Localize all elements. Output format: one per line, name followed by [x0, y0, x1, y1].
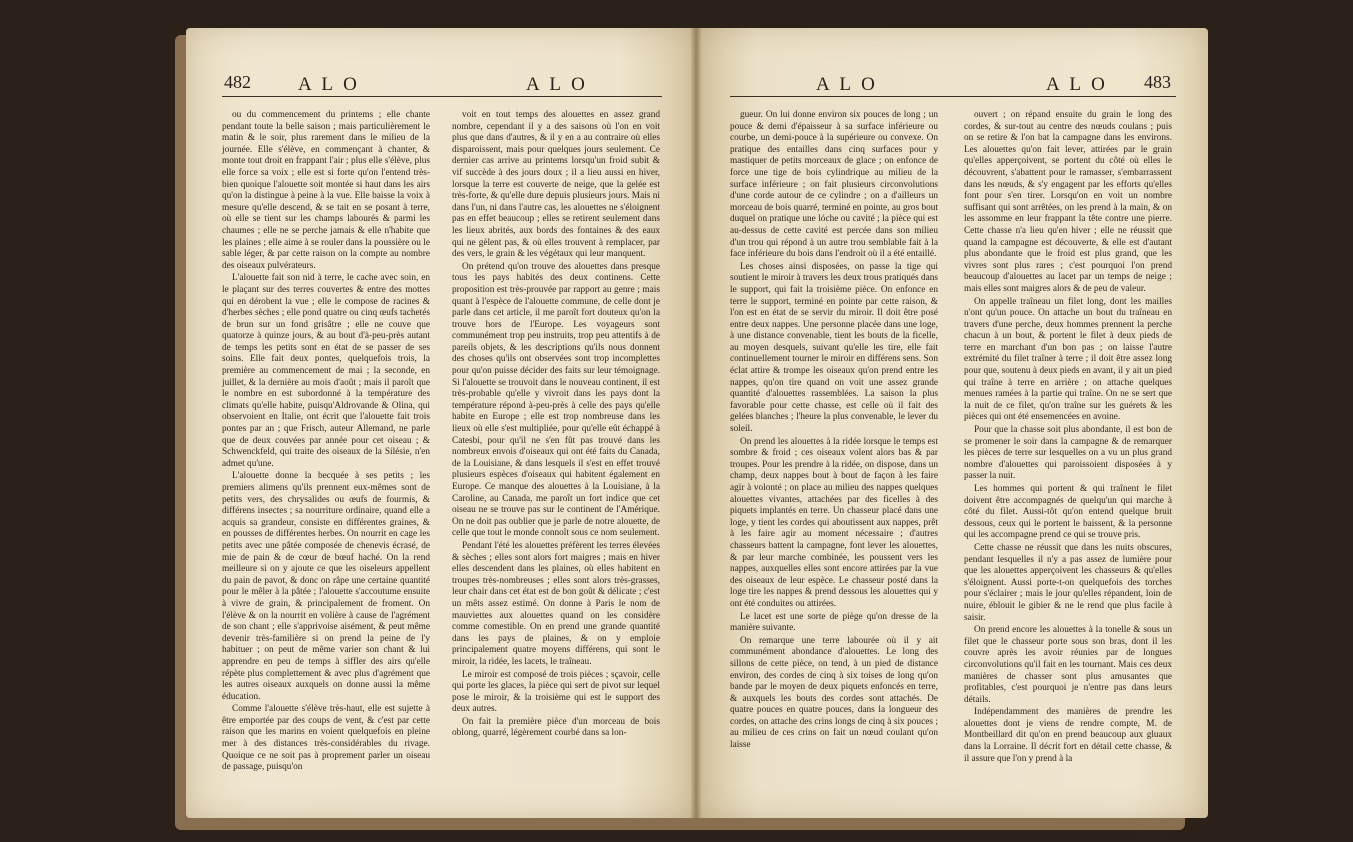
paragraph: On prend encore les alouettes à la tonelle & sous un filet que le chasseur porte sous son bras, dont il les couvre après les avoir réunies par de longues circonvolutions qu'il fait en les tournant. Mais ces deux manières de chasser sont plus amusantes que profitables, c'est pourquoi je n'entre pas dans leurs détails. [964, 625, 1172, 705]
right-running-head-left: A L O [816, 74, 878, 95]
paragraph: L'alouette donne la becquée à ses petits ; les premiers alimens qu'ils prennent eux-mêmes sont de petits vers, des chrysalides ou œufs de fourmis, & différens insectes ; sa nourriture ordinaire, quand elle a acquis sa grandeur, consiste en différentes graines, & en pousses de différentes herbes. On nourrit en cage les petits avec une pâtée composée de chenevis écrasé, de mie de pain & de cœur de bœuf haché. On la rend meilleure si on y ajoute ce que les oiseleurs appellent du pain de pavot, & donc on râpe une certaine quantité pour le mêler à la pâtée ; l'alouette s'accoutume ensuite à vivre de grain, & principalement de froment. On l'élève & on la nourrit en volière à cause de l'agrément de son chant ; elle s'apprivoise aisément, & peut même devenir très-familière si on prend la peine de l'y habituer ; on peut de même varier son chant & lui apprendre en peu de temps à siffler des airs qu'elle répète plus complettement & avec plus d'agrément que les autres oiseaux auxquels on donne aussi la même éducation. [222, 471, 430, 702]
paragraph: ou du commencement du printems ; elle chante pendant toute la belle saison ; mais particulièrement le matin & le soir, plus rarement dans le milieu de la journée. Elle s'élève, en commençant à chanter, & monte tout droit en frappant l'air ; plus elle s'élève, plus elle force sa voix ; elle est si forte qu'on l'entend très-bien quoique l'alouette soit montée si haut dans les airs qu'on la distingue à peine à la vue. Elle baisse la voix à mesure qu'elle descend, & se tait en se posant à terre, où elle se tient sur les champs labourés & parmi les chaumes ; elle ne se perche jamais & elle n'habite que les plaines ; elle aime à se rouler dans la poussière ou le sable léger, & par cette raison on la compte au nombre des oiseaux pulvérateurs. [222, 110, 430, 271]
right-page [696, 28, 1208, 840]
paragraph: On remarque une terre labourée où il y ait communément abondance d'alouettes. Le long des sillons de cette pièce, on tend, à un pied de distance environ, des cordes de cinq à six toises de long qu'on bande par le moyen de deux piquets enfoncés en terre, & auxquels les bouts des cordes sont attachés. De quatre pouces en quatre pouces, dans la longueur des cordes, on attache des crins longs de cinq à six pouces ; au milieu de ces crins on fait un nœud coulant qu'on laisse [730, 635, 938, 751]
paragraph: Pendant l'été les alouettes préfèrent les terres élevées & sèches ; elles sont alors fort maigres ; mais en hiver elles descendent dans les plaines, où elles habitent en troupes très-nombreuses ; elles sont alors très-grasses, leur chair dans cet état est de bon goût & délicate ; c'est un mêts assez estimé. On donne à Paris le nom de mauviettes aux alouettes quand on les considère comme comestible. On en prend une grande quantité dans les pays de plaines, & on y emploie principalement quatre moyens différens, qui sont le miroir, la ridée, les lacets, le traîneau. [452, 540, 660, 667]
paragraph: Les hommes qui portent & qui traînent le filet doivent être accompagnés de quelqu'un qui marche à côté du filet. Aussi-tôt qu'on entend quelque bruit dessous, ceux qui le portent le baissent, & la personne qui les accompagne prend ce qui se trouve pris. [964, 484, 1172, 541]
paragraph: Pour que la chasse soit plus abondante, il est bon de se promener le soir dans la campagne & de remarquer les pièces de terre sur lesquelles on a vu un plus grand nombre d'alouettes qui paroissoient disposées à y passer la nuit. [964, 425, 1172, 482]
signature-mark: P p p ij [1136, 828, 1168, 840]
paragraph: Le miroir est composé de trois pièces ; sçavoir, celle qui porte les glaces, la pièce qui sert de pivot sur lequel pose le miroir, & la troisième qui est le support des deux autres. [452, 669, 660, 715]
paragraph: Le lacet est une sorte de piège qu'on dresse de la manière suivante. [730, 611, 938, 634]
paragraph: Les choses ainsi disposées, on passe la tige qui soutient le miroir à travers les deux trous pratiqués dans le support, qui fait la troisième pièce. On enfonce en terre le support, terminé en pointe par cette raison, & l'on est en état de se servir du miroir. Il doit être posé entre deux nappes. Une personne placée dans une loge, à une distance convenable, tient les bouts de la ficelle, au moyen desquels, suivant qu'elle les tire, elle fait continuellement tourner le miroir en différens sens. Son éclat attire & trompe les oiseaux qu'on prend entre les nappes, qu'on tire quand on voit une assez grande quantité d'alouettes rassemblées. La saison la plus favorable pour cette chasse, est celle où il fait des gelées blanches ; l'heure la plus convenable, le lever du soleil. [730, 261, 938, 435]
paragraph: Comme l'alouette s'élève très-haut, elle est sujette à être emportée par des coups de vent, & c'est par cette raison que les marins en voient quelquefois en pleine mer à des distances très-considérables du rivage. Quoique ce ne soit pas à proprement parler un oiseau de passage, puisqu'on [222, 704, 430, 773]
paragraph: L'alouette fait son nid à terre, le cache avec soin, en le plaçant sur des terres couvertes & entre des mottes qui en dérobent la vue ; elle le compose de racines & d'herbes sèches ; elle pond quatre ou cinq œufs tachetés de brun sur un fond grisâtre ; elle ne couve que quatorze à quinze jours, & au bout d'à-peu-près autant de temps les petits sont en état de se passer de ses soins. Elle fait deux pontes, quelquefois trois, la première au commencement de mai ; la seconde, en juillet, & la dernière au mois d'août ; mais il paroît que le nombre en est subordonné à la température des climats qu'elle habite, puisqu'Aldrovande & Olina, qui observoient en Italie, ont écrit que l'alouette fait trois pontes par an ; que Frisch, auteur Allemand, ne parle que de deux couvées par année pour cet oiseau ; & Schwenckfeld, qui traite des oiseaux de la Silésie, n'en admet qu'une. [222, 273, 430, 469]
paragraph: gueur. On lui donne environ six pouces de long ; un pouce & demi d'épaisseur à sa surface inférieure ou courbe, un demi-pouce à la supérieure ou convexe. On pratique des entailles dans cinq surfaces pour y mastiquer de petits morceaux de glace ; on enfonce de force une tige de bois cylindrique au milieu de la surface inférieure ; on fait plusieurs circonvolutions d'une corde autour de ce cylindre ; on a d'ailleurs un morceau de bois quarré, terminé en pointe, au gros bout duquel on pratique une lóche ou cavité ; la pièce qui est au-dessus de cette cavité est percée dans son milieu d'un trou qui répond à un autre trou semblable fait à la face inférieure du bois dans l'endroit où il a été entaillé. [730, 110, 938, 260]
right-head-rule [730, 96, 1176, 97]
paragraph: On appelle traîneau un filet long, dont les mailles n'ont qu'un pouce. On attache un bout du traîneau en travers d'une perche, deux hommes prennent la perche chacun à un bout, & portent le filet à deux pieds de terre en marchant d'un bon pas ; on laisse l'autre extrémité du filet traîner à terre ; il doit être assez long pour que, soutenu à deux pieds en avant, il y ait un pied qui traîne à terre en arrière ; on attache quelques menues ramées à la partie qui traîne. On ne se sert que la nuit de ce filet, qu'on traîne sur les guérets & les pièces qui ont été ensemencées en avoine. [964, 296, 1172, 423]
left-page [186, 28, 696, 818]
paragraph: On prétend qu'on trouve des alouettes dans presque tous les pays habités des deux continens. Cette proposition est très-prouvée par rapport au genre ; mais quant à l'espèce de l'alouette commune, de celle dont je parle dans cet article, il me paroît fort douteux qu'on la trouve hors de l'Europe. Les voyageurs sont communément trop peu instruits, trop peu attentifs à de pareils objets, & les descriptions qu'ils nous donnent des choses qu'ils ont observées sont trop incomplettes pour qu'on puisse décider des faits sur leur témoignage. Si l'alouette se trouvoit dans le nouveau continent, il est très-probable qu'elle y vivroit dans les pays dont la température répond à-peu-près à celle des pays qu'elle habite en Europe ; elle est trop nombreuse dans les lieux où elle s'est multipliée, pour qu'elle eût échappé à Catesbi, pour qu'il ne s'en fût pas trouvé dans les nombreux envois d'oiseaux qui ont été faits du Canada, de la Louisiane, & dans lesquels il s'est en effet trouvé plusieurs espèces d'oiseaux qui habitent également en Europe. Ce manque des alouettes à la Louisiane, à la Caroline, au Canada, me paroît un fort indice que cet oiseau ne se trouve pas sur le continent de l'Amérique. On ne doit pas oublier que je parle de notre alouette, de celle que tout le monde connoît sous ce nom seulement. [452, 261, 660, 539]
paragraph: ouvert ; on répand ensuite du grain le long des cordes, & sur-tout au centre des nœuds coulans ; puis on se retire & l'on bat la campagne dans les environs. Les alouettes qu'on fait lever, attirées par le grain qu'elles apperçoivent, se portent du côté où elles le découvrent, s'abattent pour le ramasser, s'embarrassent dans les nœuds, & s'y engagent par les efforts qu'elles font pour s'en tirer. Lorsqu'on en voit un nombre suffisant qui sont arrêtées, on les prend à la main, & on les assomme en leur frappant la tête contre une pierre. Cette chasse n'a lieu qu'en hiver ; elle ne réussit que quand la campagne est découverte, & elle est d'autant plus abondante que le froid est plus grand, que les vivres sont plus rares ; c'est pourquoi l'on prend beaucoup d'alouettes au lacet par un temps de neige ; mais elles sont maigres alors & de peu de valeur. [964, 110, 1172, 294]
left-column-2 [452, 110, 660, 741]
paragraph: Cette chasse ne réussit que dans les nuits obscures, pendant lesquelles il n'y a pas assez de lumière pour que les alouettes apperçoivent les chasseurs & qu'elles s'éloignent. Aussi porte-t-on quelquefois des torches pour s'éclairer ; mais le jour qu'elles répandent, loin de nuire, éblouit le gibier & ne le rend que plus facile à saisir. [964, 542, 1172, 623]
book-gutter [690, 28, 702, 818]
paragraph: On fait la première pièce d'un morceau de bois oblong, quarré, légèrement courbé dans sa lon- [452, 716, 660, 739]
paragraph: On prend les alouettes à la ridée lorsque le temps est sombre & froid ; ces oiseaux volent alors bas & par troupes. Pour les prendre à la ridée, on dispose, dans un champ, deux nappes bout à bout de façon à les faire agir à volonté ; on place au milieu des nappes quelques alouettes vivantes, attachées par des ficelles à des piquets implantés en terre. Un chasseur placé dans une loge, y tient les cordes qui aboutissent aux nappes, prêt à les faire agir au moment nécessaire ; d'autres chasseurs battent la campagne, font lever les alouettes, & par leur marche combinée, les poussent vers les nappes, auxquelles elles sont encore attirées par la vue des oiseaux de leur espèce. Le chasseur posté dans la loge tire les nappes & prend dessous les alouettes qui y ont été conduites ou attirées. [730, 436, 938, 609]
left-column-1 [222, 110, 430, 775]
left-running-head: A L O [298, 74, 360, 95]
paragraph: voit en tout temps des alouettes en assez grand nombre, cependant il y a des saisons où l'on en voit plus que dans d'autres, & il y en a au contraire où elles disparoissent, mais pour quelques jours seulement. Ce dernier cas arrive au printems lorsqu'un froid subit & vif succède à des jours doux ; il a lieu aussi en hiver, lorsque la terre est couverte de neige, que la gelée est très-forte, & qu'elle dure depuis plusieurs jours. Mais ni dans l'un, ni dans l'autre cas, les alouettes ne s'éloignent pas en effet beaucoup ; elles se retirent seulement dans les lieux abrités, aux bords des fontaines & des eaux qui ne gèlent pas, & où elles trouvent à remplacer, par des vers, le grain & les végétaux qui leur manquent. [452, 110, 660, 260]
right-column-2 [964, 110, 1172, 766]
left-page-number: 482 [224, 72, 251, 92]
paragraph: Indépendamment des manières de prendre les alouettes dont je viens de rendre compte, M. de Montbeillard dit qu'on en prend beaucoup aux gluaux dans la Lorraine. Il décrit fort en détail cette chasse, & il assure que l'on y prend à la [964, 707, 1172, 764]
left-running-head-second: A L O [526, 74, 588, 95]
right-running-head-right: A L O [1046, 74, 1108, 95]
left-head-rule [222, 96, 662, 97]
right-column-1 [730, 110, 938, 753]
right-page-number: 483 [1144, 72, 1171, 92]
